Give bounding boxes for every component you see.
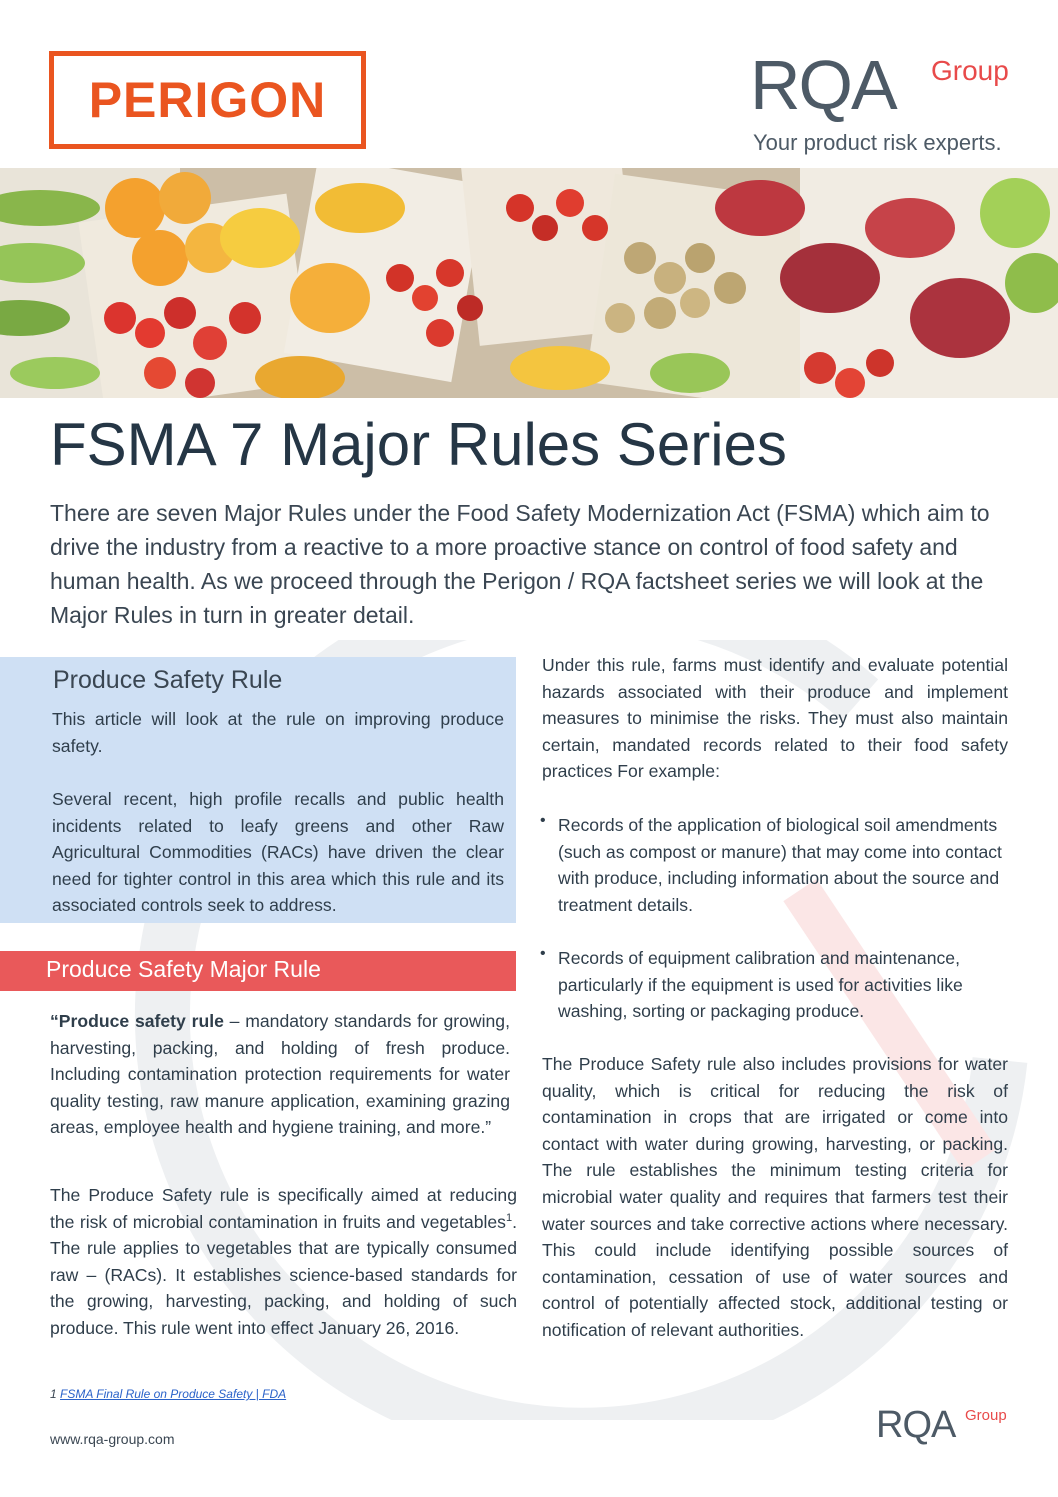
rule-aim-text-1: The Produce Safety rule is specifically aimed at reducing the risk of microbial contamination in fruits and vegetables	[50, 1185, 517, 1232]
records-list	[540, 812, 1010, 1051]
fda-source-link[interactable]: FSMA Final Rule on Produce Safety | FDA	[60, 1387, 287, 1401]
rqa-footer-logo-text: RQA	[876, 1404, 956, 1446]
footnote-number: 1	[50, 1387, 61, 1401]
farm-requirements-paragraph: Under this rule, farms must identify and evaluate potential hazards associated with their produce and implement measures to minimise the risks. They must also maintain certain, mandated records related to their food safety practices For example:	[542, 655, 1008, 782]
rqa-logo-text: RQA	[750, 46, 896, 124]
bullet-icon: •	[540, 812, 546, 829]
website-url: www.rqa-group.com	[50, 1431, 175, 1447]
equipment-calibration-record-text: Records of equipment calibration and maintenance, particularly if the equipment is used for activities like washing, sorting or packaging produce.	[558, 947, 963, 1022]
recalls-context-text: Several recent, high profile recalls and public health incidents related to leafy greens and other Raw Agricultural Commodities (RACs) have driven the clear need for tighter control in this area which this rule and its associated controls seek to address.	[52, 789, 504, 916]
rule-aim-text-2: . The rule applies to vegetables that are typically consumed raw – (RACs). It establishes science-based standards for the growing, harvesting, packing, and holding of such produce. This rule went into effect January 26, 2016.	[50, 1211, 517, 1338]
produce-image-icon	[0, 168, 1058, 398]
water-quality-paragraph: The Produce Safety rule also includes provisions for water quality, which is critical for reducing the risk of contamination in crops that are irrigated or come into contact with water during growing, harvesting, or packing. The rule establishes the minimum testing criteria for microbial water quality and requires that farmers test their water sources and take corrective actions where necessary. This could include identifying possible sources of contamination, cessation of use of water sources and control of potentially affected stock, additional testing or notification of relevant authorities.	[542, 1054, 1008, 1340]
produce-safety-major-rule-heading: Produce Safety Major Rule	[46, 956, 321, 982]
list-item	[540, 945, 1010, 1025]
footnote-ref: 1	[505, 1211, 513, 1224]
rule-aim-paragraph	[50, 1182, 517, 1342]
rqa-footer-logo-group: Group	[965, 1407, 1007, 1424]
rqa-footer-logo	[876, 1404, 1016, 1448]
intro-paragraph: There are seven Major Rules under the Food Safety Modernization Act (FSMA) which aim to drive the industry from a reactive to a more proactive stance on control of food safety and human health. As we proceed through the Perigon / RQA factsheet series we will look at the Major Rules in turn in greater detail.	[50, 500, 990, 628]
rule-definition-quote	[50, 1008, 510, 1141]
rqa-tagline: Your product risk experts.	[753, 130, 1002, 155]
quote-lead: “Produce safety rule	[50, 1011, 224, 1031]
bullet-icon: •	[540, 944, 546, 962]
rqa-logo-group: Group	[931, 55, 1009, 86]
perigon-logo-text: PERIGON	[88, 72, 327, 128]
rqa-group-logo	[750, 45, 1020, 155]
perigon-logo	[49, 51, 366, 149]
article-purpose-text: This article will look at the rule on improving produce safety.	[52, 709, 504, 756]
page-title: FSMA 7 Major Rules Series	[50, 411, 787, 478]
soil-amendments-record-text: Records of the application of biological soil amendments (such as compost or manure) that may come into contact with produce, including information about the source and treatment details.	[558, 815, 1002, 915]
fresh-produce-banner	[0, 168, 1058, 398]
list-item	[540, 812, 1010, 918]
footnote	[50, 1387, 286, 1401]
quote-body: – mandatory standards for growing, harvesting, packing, and holding of fresh produce. Including contamination protection requirements for water quality testing, raw manure application, examining grazing areas, employee health and hygiene training, and more.”	[50, 1011, 510, 1138]
produce-safety-rule-heading: Produce Safety Rule	[53, 666, 283, 694]
